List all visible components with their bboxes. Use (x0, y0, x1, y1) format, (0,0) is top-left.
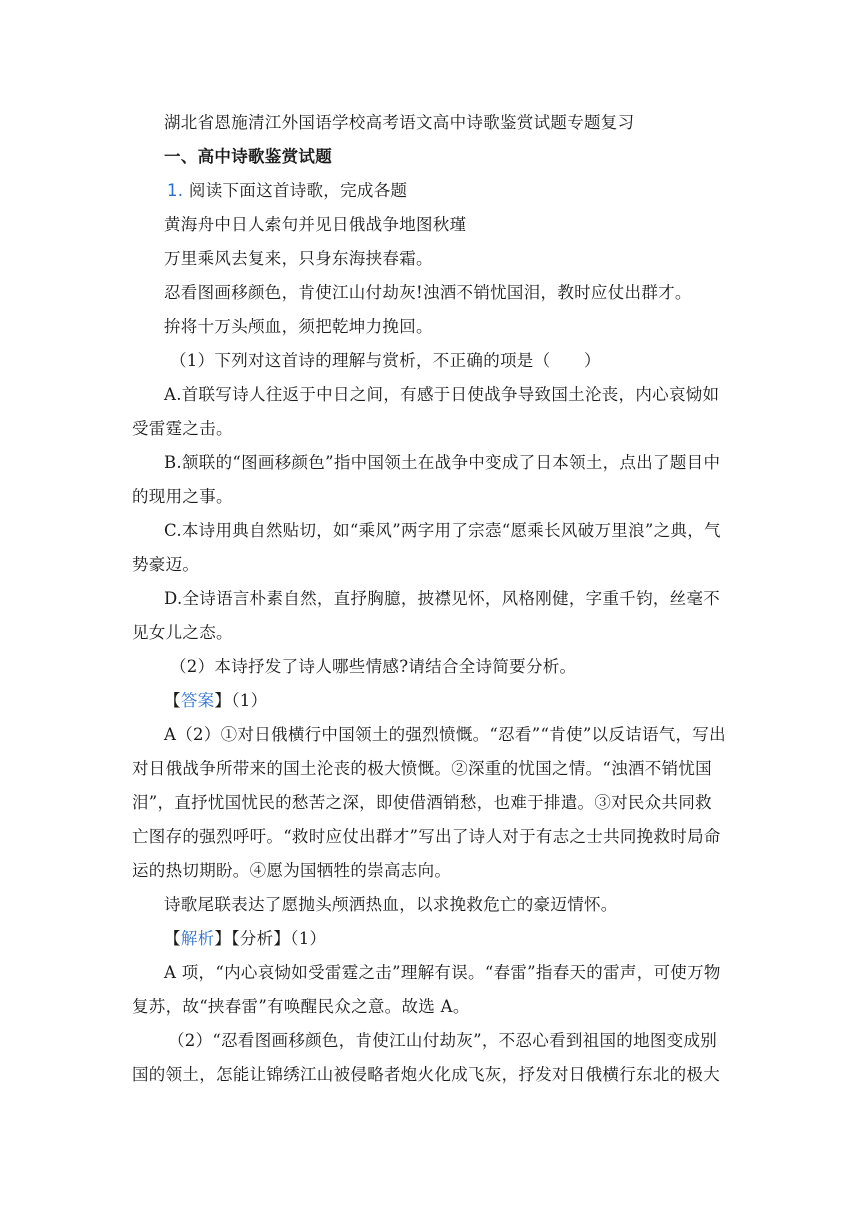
poem-line-1: 万里乘风去复来，只身东海挟春霜。 (164, 249, 433, 268)
answer-label: 答案 (180, 691, 215, 710)
section-heading: 一、高中诗歌鉴赏试题 (164, 147, 332, 166)
subquestion-2: （2）本诗抒发了诗人哪些情感?请结合全诗简要分析。 (170, 657, 577, 676)
option-a-line-2: 受雷霆之击。 (132, 419, 233, 438)
option-c-line-1: C.本诗用典自然贴切，如“乘风”两字用了宗悫“愿乘长风破万里浪”之典，气 (164, 521, 721, 540)
analysis-bracket-open: 【 (164, 929, 181, 948)
answer-line-5: 运的热切期盼。④愿为国牺牲的崇高志向。 (132, 861, 452, 880)
analysis-line-3: （2）“忍看图画移颜色，肯使江山付劫灰”，不忍心看到祖国的地图变成别 (168, 1031, 718, 1050)
question-prompt: 阅读下面这首诗歌，完成各题 (188, 181, 408, 200)
analysis-line-2: 复苏，故“挟春雷”有唤醒民众之意。故选 A。 (132, 997, 470, 1016)
answer-line-4: 亡图存的强烈呼吁。“救时应仗出群才”写出了诗人对于有志之士共同挽救时局命 (132, 827, 721, 846)
subquestion-1: （1）下列对这首诗的理解与赏析，不正确的项是（ ） (170, 351, 601, 370)
answer-bracket-open: 【 (164, 691, 181, 710)
answer-bracket-close: 】（1） (214, 691, 268, 710)
doc-title: 湖北省恩施清江外国语学校高考语文高中诗歌鉴赏试题专题复习 (164, 113, 635, 132)
option-d-line-1: D.全诗语言朴素自然，直抒胸臆，披襟见怀，风格刚健，字重千钧，丝毫不 (164, 589, 721, 608)
option-b-line-2: 的现用之事。 (132, 487, 233, 506)
answer-line-6: 诗歌尾联表达了愿抛头颅洒热血，以求挽救危亡的豪迈情怀。 (164, 895, 618, 914)
analysis-line-1: A 项，“内心哀恸如受雷霆之击”理解有误。“春雷”指春天的雷声，可使万物 (164, 963, 721, 982)
question-number: 1. (167, 181, 184, 200)
poem-line-2: 忍看图画移颜色，肯使江山付劫灰!浊酒不销忧国泪，教时应仗出群才。 (164, 283, 692, 302)
answer-header (164, 690, 734, 712)
answer-line-1: A（2）①对日俄横行中国领土的强烈愤慨。“忍看”“肯使”以反诘语气，写出 (164, 725, 726, 744)
analysis-header (164, 928, 734, 950)
option-c-line-2: 势豪迈。 (132, 555, 200, 574)
poem-title: 黄海舟中日人索句并见日俄战争地图秋瑾 (164, 215, 467, 234)
analysis-line-4: 国的领土，怎能让锦绣江山被侵略者炮火化成飞灰，抒发对日俄横行东北的极大 (132, 1065, 720, 1084)
answer-line-2: 对日俄战争所带来的国土沦丧的极大愤慨。②深重的忧国之情。“浊酒不销忧国 (132, 759, 712, 778)
option-a-line-1: A.首联写诗人往返于中日之间，有感于日使战争导致国土沦丧，内心哀恸如 (164, 385, 720, 404)
option-b-line-1: B.颔联的“图画移颜色”指中国领土在战争中变成了日本领土，点出了题目中 (164, 453, 721, 472)
option-d-line-2: 见女儿之态。 (132, 623, 233, 642)
analysis-bracket-close: 】【分析】（1） (214, 929, 327, 948)
analysis-label: 解析 (180, 929, 215, 948)
question-line (167, 180, 737, 202)
poem-line-3: 拚将十万头颅血，须把乾坤力挽回。 (164, 317, 433, 336)
answer-line-3: 泪”，直抒忧国忧民的愁苦之深，即使借酒销愁，也难于排遣。③对民众共同救 (132, 793, 712, 812)
